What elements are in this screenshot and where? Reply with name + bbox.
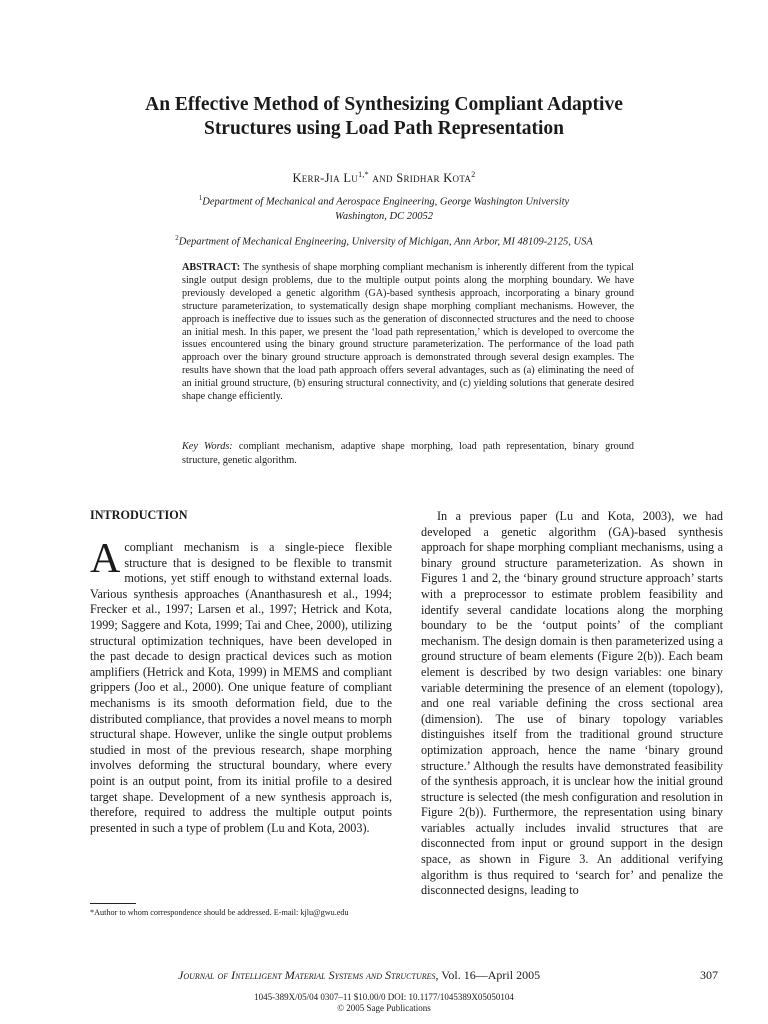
affiliation-1-line-2: Washington, DC 20052 (335, 210, 433, 222)
keywords (182, 440, 634, 468)
title-line-2: Structures using Load Path Representation (203, 118, 565, 139)
journal-name: Journal of Intelligent Material Systems and Structures (178, 968, 436, 982)
affiliation-1-line-1: Department of Mechanical and Aerospace Engineering, George Washington University (202, 196, 570, 208)
title-line-1: An Effective Method of Synthesizing Compliant Adaptive (145, 94, 623, 115)
keywords-label: Key Words: (182, 441, 233, 452)
affiliation-2 (60, 231, 708, 250)
affiliation-2-text: Department of Mechanical Engineering, University of Michigan, Ann Arbor, MI 48109-2125, USA (178, 236, 593, 248)
paper-title (60, 93, 708, 141)
journal-issue: , Vol. 16—April 2005 (435, 968, 541, 982)
page-number: 307 (700, 968, 718, 982)
doi-line: 1045-389X/05/04 0307–11 $10.00/0 DOI: 10.1177/1045389X05050104 (254, 992, 514, 1002)
author-line (60, 170, 708, 186)
abstract (182, 262, 634, 404)
drop-cap: A (90, 536, 121, 582)
affiliation-1 (60, 191, 708, 224)
copyright-line: © 2005 Sage Publications (337, 1003, 431, 1013)
author-conjunction: and (372, 171, 393, 186)
abstract-text: The synthesis of shape morphing compliant mechanism is inherently different from the typical single output design problems, due to the multiple output points along the morphing boundary. We have previously developed a genetic algorithm (GA)-based synthesis approach, incorporating a binary ground structure parameterization, to systematically design shape morphing compliant mechanisms. However, the approach is ineffective due to issues such as the generation of disconnected structures and the need to choose an initial mesh. In this paper, we present the ‘load path representation,’ which is developed to overcome the issues encountered using the binary ground structure parameterization. The performance of the load path approach over the binary ground structure approach is demonstrated through several design examples. The results have shown that the load path approach offers several advantages, such as (a) eliminating the need of an initial ground structure, (b) ensuring structural connectivity, and (c) yielding solutions that generate desired shape change efficiently. (182, 262, 634, 403)
affiliation-2-marker: 2 (175, 234, 179, 242)
right-paragraph: In a previous paper (Lu and Kota, 2003), we had developed a genetic algorithm (GA)-based synthesis approach for shape morphing compliant mechanisms, using a binary ground structure parameterization. As shown in Figures 1 and 2, the ‘binary ground structure approach’ starts with a preprocessor to estimate problem feasibility and identify several candidate locations along the morphing boundary to be the ‘output points’ of the compliant mechanism. The design domain is then parameterized using a ground structure of beam elements (Figure 2(b)). Each beam element is described by two design variables: one binary variable determining the presence of an element (topology), and one real variable defining the cross sectional area (dimension). The use of binary topology variables distinguishes itself from the traditional ground structure optimization approach, hence the name ‘binary ground structure.’ Although the results have demonstrated feasibility of the synthesis approach, it is unclear how the initial ground structure is selected (the mesh configuration and resolution in Figure 2(b)). Furthermore, the representation using binary variables actually includes invalid structures that are disconnected from input or ground support in the design space, as shown in Figure 3. An additional verifying algorithm is thus required to ‘search for’ and penalize the disconnected designs, leading to (421, 509, 723, 898)
author-2-superscript: 2 (471, 170, 476, 179)
section-heading-introduction: INTRODUCTION (90, 508, 188, 522)
footnote-rule (90, 903, 136, 904)
author-1-superscript: 1,* (358, 170, 369, 179)
keywords-text: compliant mechanism, adaptive shape morphing, load path representation, binary ground structure, genetic algorithm. (182, 441, 635, 466)
intro-text: compliant mechanism is a single-piece flexible structure that is designed to be flexible to transmit motions, yet stiff enough to withstand external loads. Various synthesis approaches (Ananthasuresh et al., 1994; Frecker et al., 1997; Larsen et al., 1997; Hetrick and Kota, 1999; Saggere and Kota, 1999; Tai and Chee, 2000), utilizing structural optimization techniques, have been developed in the past decade to design practical devices such as motion amplifiers (Hetrick and Kota, 1999) in MEMS and compliant grippers (Joo et al., 2000). One unique feature of compliant mechanisms is its smooth deformation field, due to the distributed compliance, that provides a novel means to morph structural shape. However, unlike the single output problems studied in most of the previous research, shape morphing involves deforming the structural boundary, where every point is an output point, from its initial profile to a desired target shape. Development of a new synthesis approach is, therefore, required to address the multiple output points presented in such a type of problem (Lu and Kota, 2003). (90, 540, 392, 835)
left-column (90, 536, 392, 836)
right-column (421, 509, 723, 899)
author-2: Sridhar Kota (396, 171, 472, 186)
affiliation-1-marker: 1 (198, 194, 203, 202)
abstract-label: ABSTRACT: (182, 262, 241, 273)
journal-footer (178, 968, 540, 983)
intro-paragraph (90, 536, 392, 836)
footnote: *Author to whom correspondence should be addressed. E-mail: kjlu@gwu.edu (90, 908, 349, 917)
author-1: Kerr-Jia Lu (292, 171, 359, 186)
